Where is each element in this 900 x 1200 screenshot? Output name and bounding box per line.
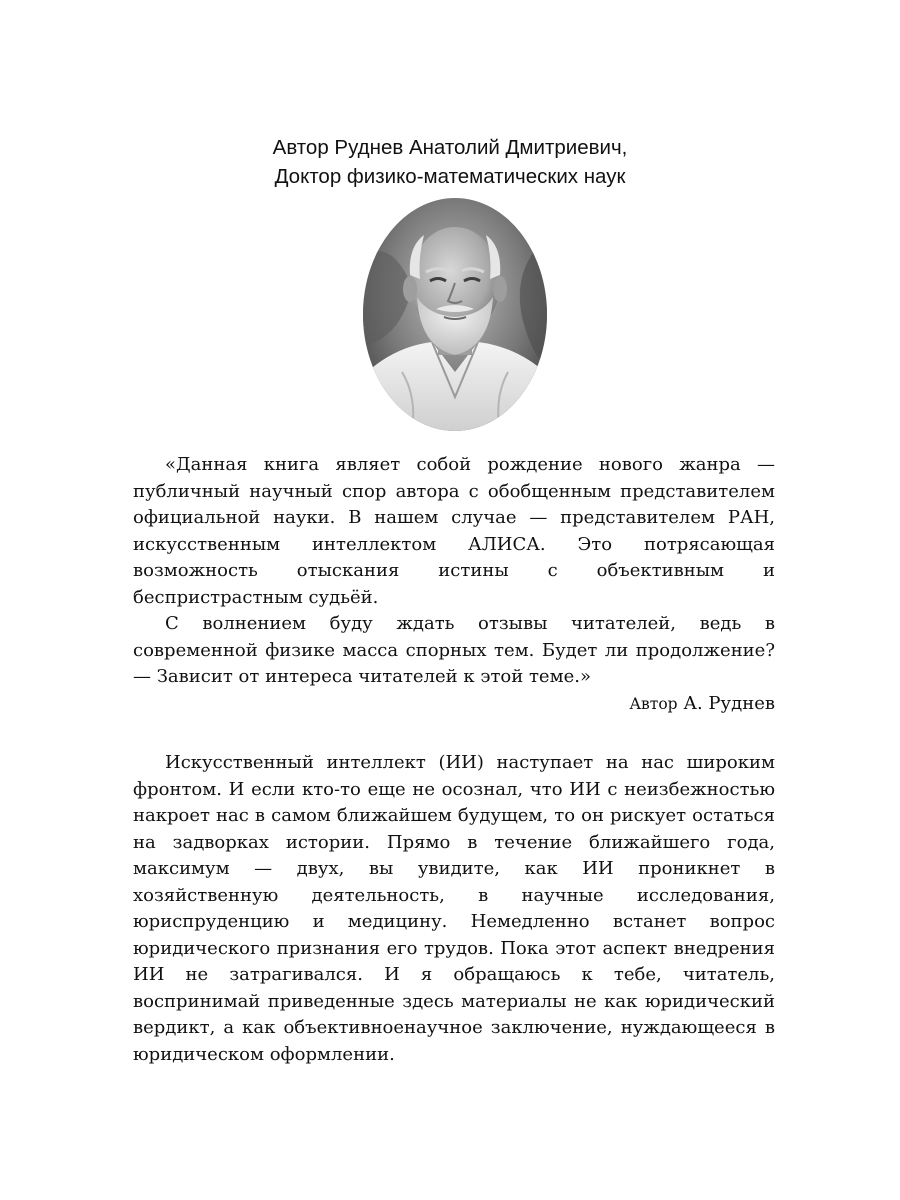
main-text — [133, 750, 775, 1068]
author-quote — [133, 452, 775, 717]
main-paragraph: Искусственный интеллект (ИИ) наступает на нас широким фронтом. И если кто-то еще не осознал, что ИИ с неизбежностью накроет нас в самом ближайшем будущем, то он рискует остаться на задворках истории. Прямо в течение ближайшего года, максимум — двух, вы увидите, как ИИ проникнет в хозяйственную деятельность, в научные исследования, юриспруденцию и медицину. Немедленно встанет вопрос юридического признания его трудов. Пока этот аспект внедрения ИИ не затрагивался. И я обращаюсь к тебе, читатель, воспринимай приведенные здесь материалы не как юридический вердикт, а как объективноенаучное заключение, нуждающееся в юридическом оформлении. — [133, 752, 775, 1065]
author-name-line: Автор Руднев Анатолий Дмитриевич, — [272, 136, 628, 159]
author-header — [0, 133, 900, 191]
signature-prefix: Автор — [629, 694, 678, 713]
quote-paragraph-2: С волнением буду ждать отзывы читателей, ведь в современной физике масса спорных тем. Будет ли продолжение? — Зависит от интереса читателей к этой теме.» — [133, 613, 775, 687]
author-degree-line: Доктор физико-математических наук — [274, 165, 626, 188]
author-portrait — [362, 197, 548, 432]
signature-name: А. Руднев — [683, 692, 775, 714]
quote-signature — [133, 691, 775, 718]
quote-paragraph-1: «Данная книга являет собой рождение нового жанра — публичный научный спор автора с обобщенным представителем официальной науки. В нашем случае — представителем РАН, искусственным интеллектом АЛИСА. Это потрясающая возможность отыскания истины с объективным и беспристрастным судьёй. — [133, 454, 775, 608]
